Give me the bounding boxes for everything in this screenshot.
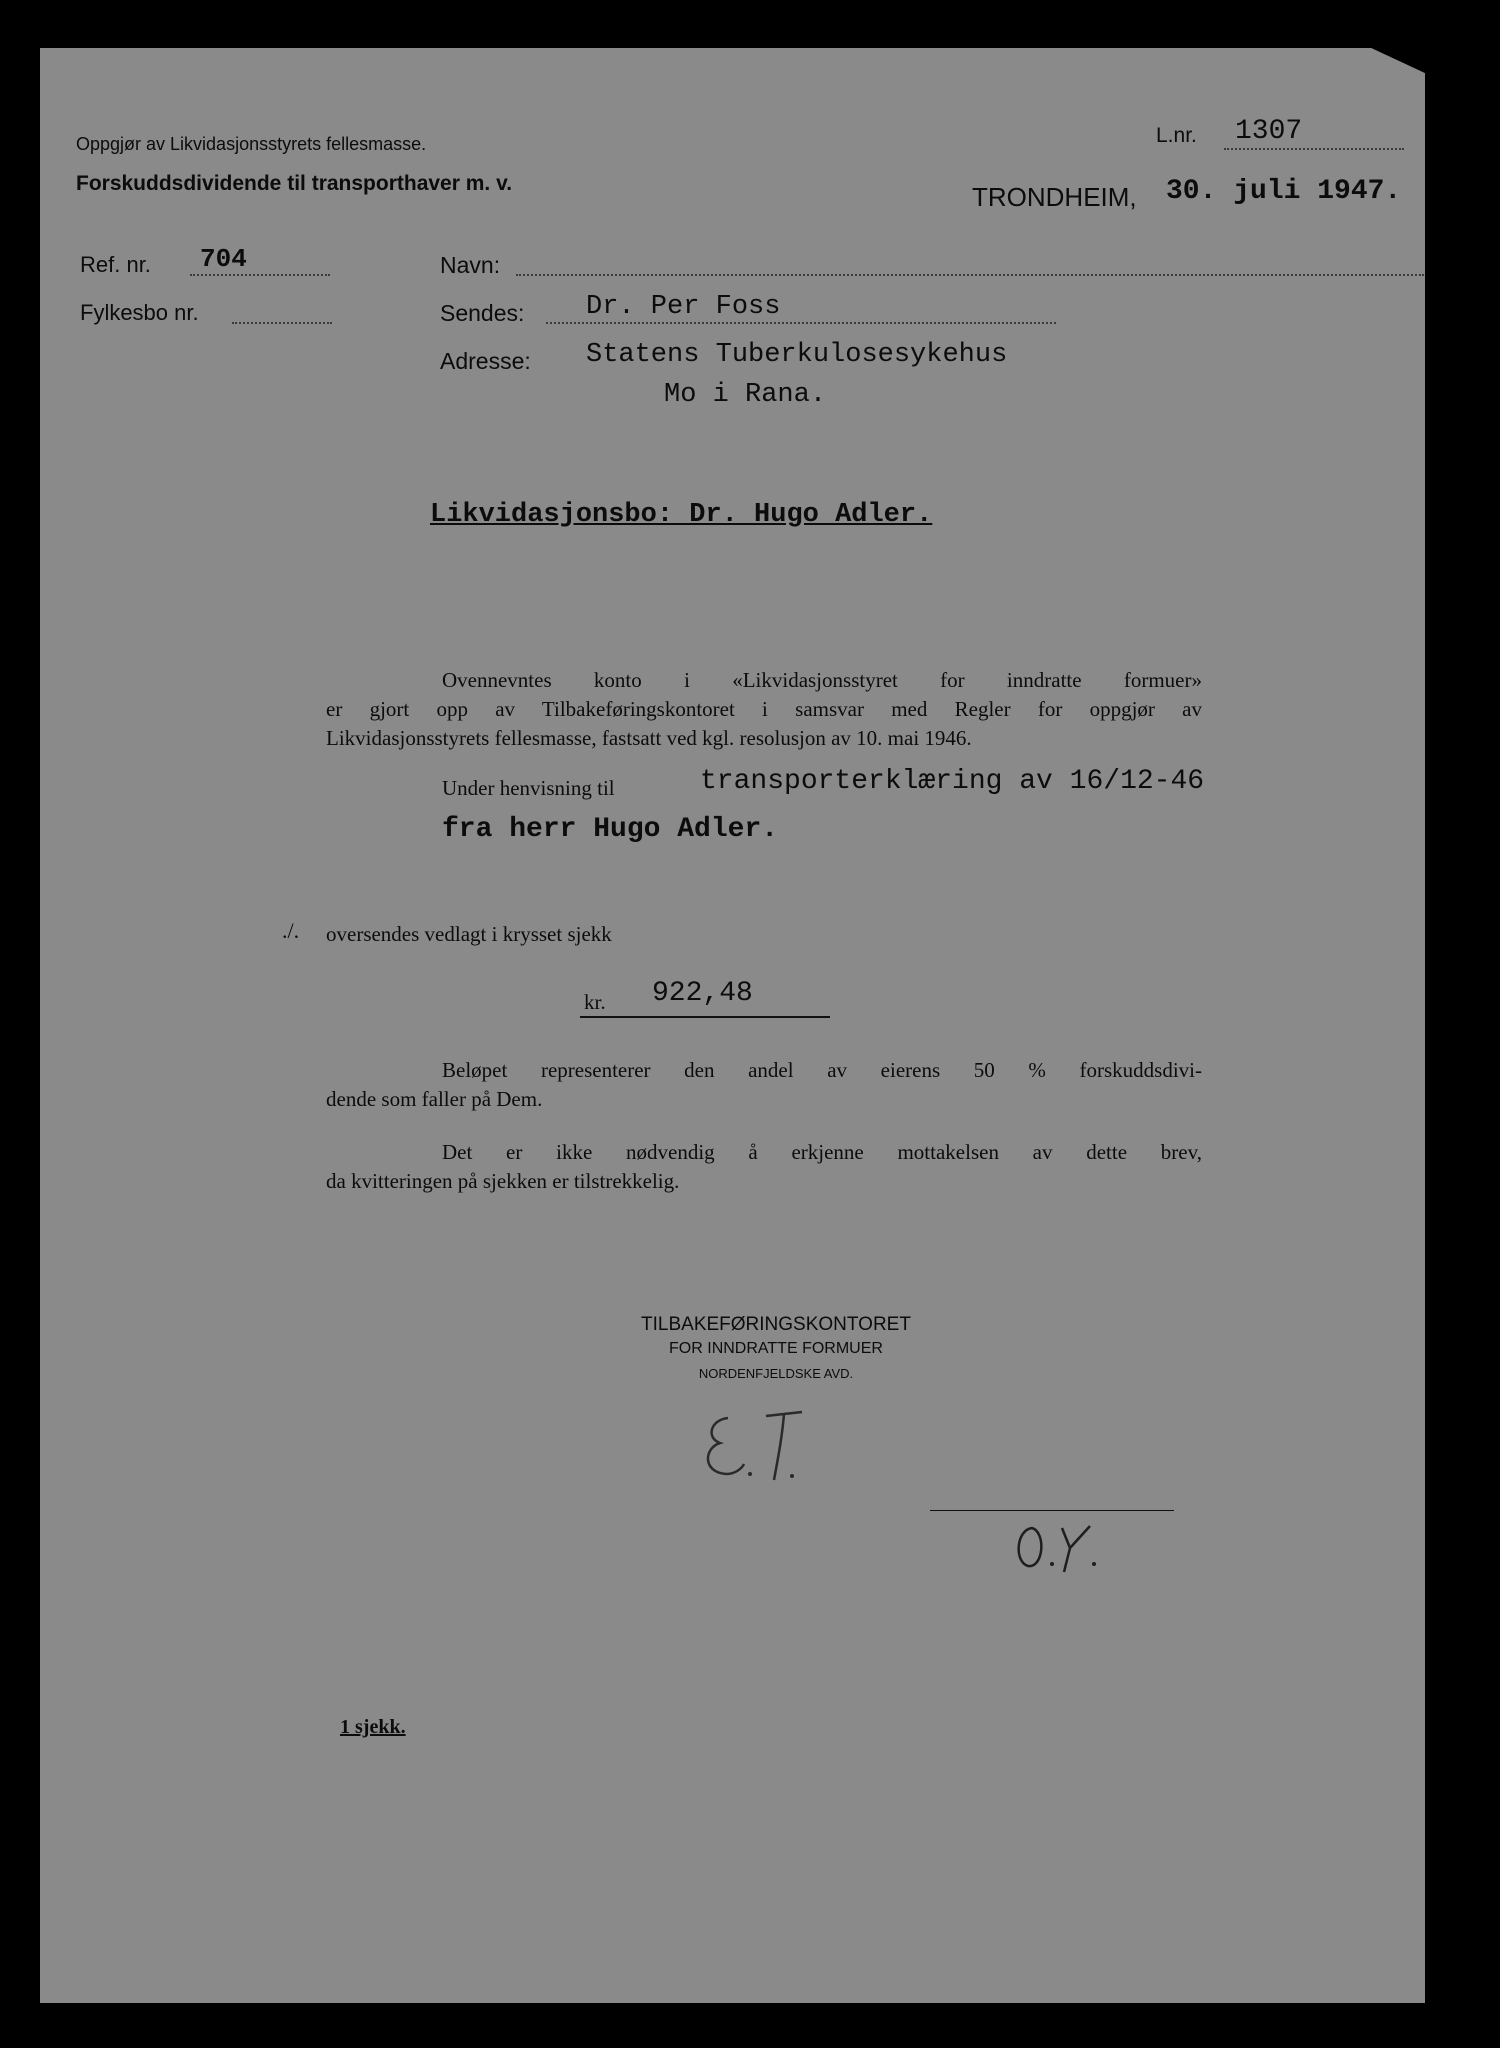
signature-initials-2 bbox=[1006, 1518, 1116, 1588]
lnr-label: L.nr. bbox=[1156, 124, 1197, 147]
header-line-2: Forskuddsdividende til transporthaver m. v. bbox=[76, 172, 513, 195]
lnr-value: 1307 bbox=[1235, 116, 1303, 147]
adresse-line-1: Statens Tuberkulosesykehus bbox=[586, 340, 1008, 370]
reference-typed-2: fra herr Hugo Adler. bbox=[442, 814, 779, 845]
adresse-label: Adresse: bbox=[440, 348, 531, 374]
ref-dotted-line bbox=[190, 274, 330, 276]
ref-value: 704 bbox=[200, 244, 247, 274]
letter-page bbox=[40, 48, 1425, 2003]
stamp-line-3: NORDENFJELDSKE AVD. bbox=[698, 1366, 854, 1381]
adresse-line-2: Mo i Rana. bbox=[664, 380, 827, 410]
sendes-dotted-line bbox=[546, 322, 1056, 324]
navn-label: Navn: bbox=[440, 252, 501, 278]
header-line-1: Oppgjør av Likvidasjonsstyrets fellesmasse. bbox=[76, 134, 427, 154]
reference-typed-1: transporterklæring av 16/12-46 bbox=[700, 766, 1205, 797]
enclosure-note: 1 sjekk. bbox=[340, 1716, 406, 1738]
amount-underline bbox=[580, 1016, 830, 1018]
paragraph-1-line: er gjort opp av Tilbakeføringskontoret i samsvar med Regler for oppgjør av bbox=[326, 697, 1202, 721]
check-text: oversendes vedlagt i krysset sjekk bbox=[326, 922, 612, 946]
subject-line: Likvidasjonsbo: Dr. Hugo Adler. bbox=[430, 500, 933, 530]
lnr-dotted-line bbox=[1224, 148, 1404, 150]
amount-label: kr. bbox=[584, 990, 606, 1014]
stamp-line-2: FOR INNDRATTE FORMUER bbox=[669, 1340, 883, 1357]
paragraph-1 bbox=[326, 666, 1202, 753]
check-mark: ./. bbox=[282, 918, 300, 943]
stamp-line-1: TILBAKEFØRINGSKONTORET bbox=[641, 1314, 911, 1335]
sendes-label: Sendes: bbox=[440, 300, 525, 326]
navn-dotted-line bbox=[516, 274, 1424, 276]
fylkesbo-dotted-line bbox=[232, 322, 332, 324]
signature-line bbox=[930, 1510, 1174, 1511]
paragraph-3 bbox=[326, 1138, 1202, 1196]
paragraph-1-line: Ovennevntes konto i «Likvidasjonsstyret for inndratte formuer» bbox=[442, 668, 1202, 692]
paragraph-3-line: Det er ikke nødvendig å erkjenne mottakelsen av dette brev, bbox=[442, 1140, 1202, 1164]
sendes-value: Dr. Per Foss bbox=[586, 292, 781, 322]
letter-date: 30. juli 1947. bbox=[1166, 176, 1402, 207]
place-label: TRONDHEIM, bbox=[972, 182, 1137, 212]
amount-value: 922,48 bbox=[652, 978, 753, 1009]
paragraph-3-line: da kvitteringen på sjekken er tilstrekkelig. bbox=[326, 1169, 680, 1193]
reference-prefix: Under henvisning til bbox=[442, 776, 615, 800]
paragraph-2-line: dende som faller på Dem. bbox=[326, 1087, 543, 1111]
signature-initials-1 bbox=[680, 1388, 840, 1498]
paragraph-2-line: Beløpet representerer den andel av eierens 50 % forskuddsdivi- bbox=[442, 1058, 1202, 1082]
fylkesbo-label: Fylkesbo nr. bbox=[80, 300, 199, 325]
paragraph-1-line: Likvidasjonsstyrets fellesmasse, fastsatt ved kgl. resolusjon av 10. mai 1946. bbox=[326, 726, 972, 750]
ref-label: Ref. nr. bbox=[80, 252, 151, 277]
paragraph-2 bbox=[326, 1056, 1202, 1114]
torn-corner bbox=[1367, 46, 1427, 74]
